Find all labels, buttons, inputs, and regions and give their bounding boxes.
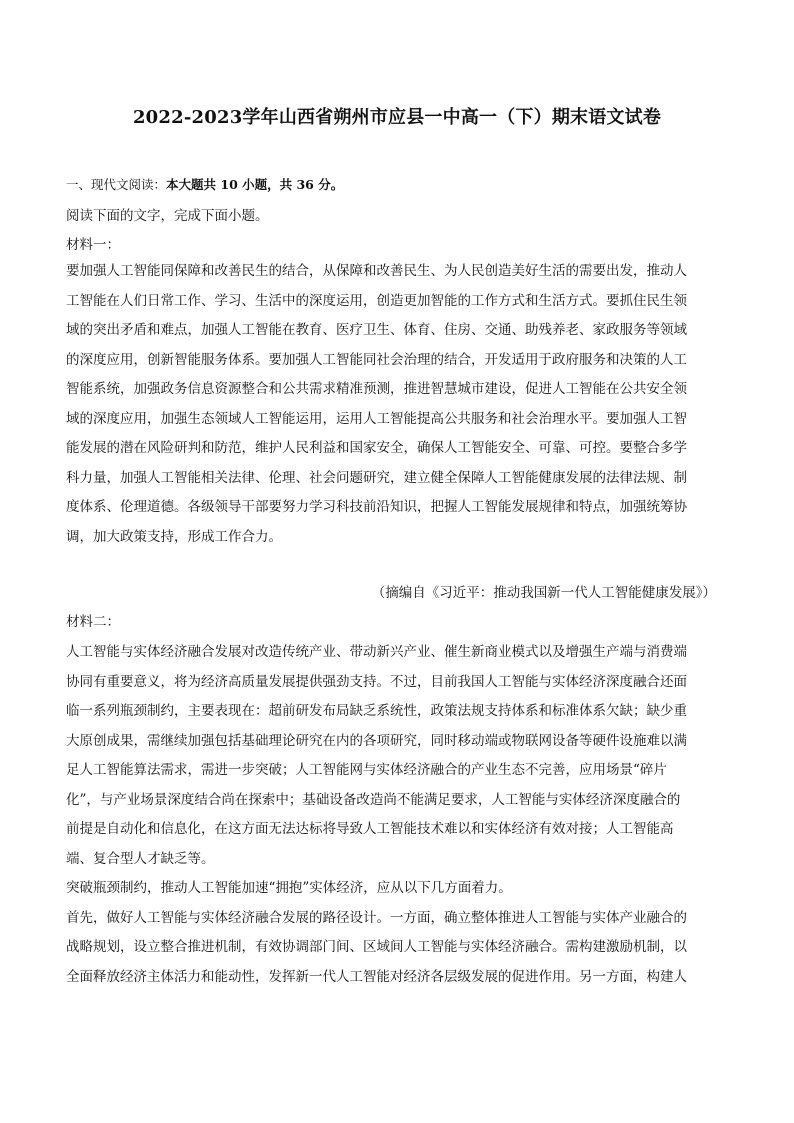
text-line: 科力量，加强人工智能相关法律、伦理、社会问题研究，建立健全保障人工智能健康发展的法律法规、制 — [66, 469, 687, 486]
text-line: 大原创成果，需继续加强包括基础理论研究在内的各项研究，同时移动端或物联网设备等硬件设施难以满 — [66, 732, 687, 749]
text-line: 要加强人工智能同保障和改善民生的结合，从保障和改善民生、为人民创造美好生活的需要出发，推动人 — [66, 263, 687, 279]
text-line: 化”，与产业场景深度结合尚在探索中；基础设备改造尚不能满足要求，人工智能与实体经济深度融合的 — [66, 791, 681, 808]
text-line: 的深度应用，创新智能服务体系。要加强人工智能同社会治理的结合，开发适用于政府服务和决策的人工 — [66, 351, 687, 368]
section-description: 本大题共 10 小题，共 36 分。 — [166, 177, 344, 192]
text-line: 突破瓶颈制约，推动人工智能加速“拥抱”实体经济，应从以下几方面着力。 — [66, 880, 512, 896]
text-line: 域的深度应用，加强生态领域人工智能运用，运用人工智能提高公共服务和社会治理水平。要加强人工智 — [66, 410, 687, 427]
text-line: 前提是自动化和信息化，在这方面无法达标将导致人工智能技术难以和实体经济有效对接；人工智能高 — [66, 821, 674, 837]
text-line: 能发展的潜在风险研判和防范，维护人民利益和国家安全，确保人工智能安全、可靠、可控。要整合多学 — [66, 440, 687, 456]
text-line: 首先，做好人工智能与实体经济融合发展的路径设计。一方面，确立整体推进人工智能与实体产业融合的 — [66, 909, 687, 926]
text-line: 人工智能与实体经济融合发展对改造传统产业、带动新兴产业、催生新商业模式以及增强生产端与消费端 — [66, 644, 687, 660]
text-line: 智能系统，加强政务信息资源整合和公共需求精准预测，推进智慧城市建设，促进人工智能在公共安全领 — [66, 381, 687, 397]
text-line: 战略规划，设立整合推进机制，有效协调部门间、区域间人工智能与实体经济融合。需构建激励机制，以 — [66, 939, 687, 955]
text-line: 全面释放经济主体活力和能动性，发挥新一代人工智能对经济各层级发展的促进作用。另一方面，构建人 — [66, 968, 687, 985]
text-line: 度体系、伦理道德。各级领导干部要努力学习科技前沿知识，把握人工智能发展规律和特点，加强统筹协 — [66, 499, 687, 515]
section-heading — [66, 175, 343, 193]
material1-label: 材料一： — [66, 237, 120, 253]
section-prefix: 一、现代文阅读： — [66, 177, 167, 192]
text-line: 调，加大政策支持，形成工作合力。 — [66, 528, 282, 545]
text-line: 域的突出矛盾和难点，加强人工智能在教育、医疗卫生、体育、住房、交通、助残养老、家政服务等领域 — [66, 322, 687, 338]
material1-body — [66, 257, 716, 552]
text-line: 端、复合型人才缺乏等。 — [66, 850, 215, 867]
page-title: 2022-2023学年山西省朔州市应县一中高一（下）期末语文试卷 — [132, 107, 662, 128]
text-line: 工智能在人们日常工作、学习、生活中的深度运用，创造更加智能的工作方式和生活方式。要抓住民生领 — [66, 292, 687, 309]
text-line: 足人工智能算法需求，需进一步突破；人工智能网与实体经济融合的产业生态不完善，应用场景“碎片 — [66, 762, 667, 778]
text-line: 临一系列瓶颈制约，主要表现在：超前研发布局缺乏系统性，政策法规支持体系和标准体系欠缺；缺少重 — [66, 703, 687, 719]
material1-source: （摘编自《习近平：推动我国新一代人工智能健康发展》） — [371, 585, 716, 601]
material2-body — [66, 638, 716, 992]
text-line: 协同有重要意义，将为经济高质量发展提供强劲支持。不过，目前我国人工智能与实体经济深度融合还面 — [66, 673, 687, 690]
instruction-text: 阅读下面的文字，完成下面小题。 — [66, 208, 269, 224]
material2-label: 材料二： — [66, 614, 120, 630]
